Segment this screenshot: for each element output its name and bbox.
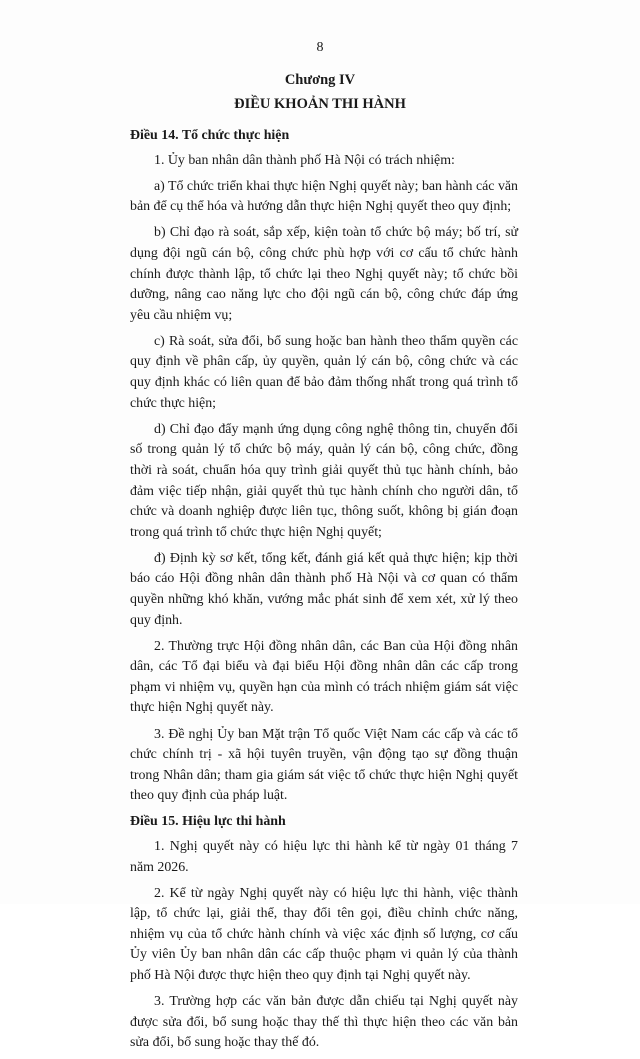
article-15-paragraph: 1. Nghị quyết này có hiệu lực thi hành kể từ ngày 01 tháng 7 năm 2026. [130, 839, 518, 875]
article-14-paragraph: đ) Định kỳ sơ kết, tổng kết, đánh giá kết quả thực hiện; kịp thời báo cáo Hội đồng nhân dân thành phố Hà Nội và cơ quan có thẩm quyền những khó khăn, vướng mắc phát sinh để xem xét, xử lý theo quy định. [130, 550, 518, 628]
article-14-paragraph: 2. Thường trực Hội đồng nhân dân, các Ban của Hội đồng nhân dân, các Tổ đại biểu và đại biểu Hội đồng nhân dân các cấp trong phạm vi nhiệm vụ, quyền hạn của mình có trách nhiệm giám sát việc thực hiện Nghị quyết này. [130, 638, 518, 716]
article-15-paragraph: 2. Kể từ ngày Nghị quyết này có hiệu lực thi hành, việc thành lập, tổ chức lại, giải thể, thay đổi tên gọi, điều chỉnh chức năng, nhiệm vụ của tổ chức hành chính và việc xác định số lượng, cơ cấu Ủy viên Ủy ban nhân dân các cấp thuộc phạm vi quản lý của thành phố Hà Nội được thực hiện theo quy định tại Nghị quyết này. [130, 885, 518, 984]
document-body [130, 126, 518, 1059]
article-14-paragraph: d) Chỉ đạo đẩy mạnh ứng dụng công nghệ thông tin, chuyển đổi số trong quản lý tổ chức bộ máy, quản lý cán bộ, công chức, đồng thời rà soát, chuẩn hóa quy trình giải quyết thủ tục hành chính, bảo đảm việc tiếp nhận, giải quyết thủ tục hành chính cho người dân, tổ chức và doanh nghiệp được liên tục, thông suốt, không bị gián đoạn trong quá trình tổ chức thực hiện Nghị quyết; [130, 421, 518, 540]
article-14-paragraph: a) Tổ chức triển khai thực hiện Nghị quyết này; ban hành các văn bản để cụ thể hóa và hướng dẫn thực hiện Nghị quyết theo quy định; [130, 178, 518, 215]
article-14-paragraph: 1. Ủy ban nhân dân thành phố Hà Nội có trách nhiệm: [154, 152, 455, 168]
article-14-paragraph: 3. Đề nghị Ủy ban Mặt trận Tổ quốc Việt Nam các cấp và các tổ chức chính trị - xã hội tuyên truyền, vận động tạo sự đồng thuận trong Nhân dân; tham gia giám sát việc tổ chức thực hiện Nghị quyết theo quy định của pháp luật. [130, 726, 518, 804]
chapter-label: Chương IV [284, 72, 356, 88]
chapter-title: ĐIỀU KHOẢN THI HÀNH [234, 96, 406, 112]
article-15-heading: Điều 15. Hiệu lực thi hành [130, 814, 286, 830]
article-15-paragraph: 3. Trường hợp các văn bản được dẫn chiếu tại Nghị quyết này được sửa đổi, bổ sung hoặc thay thế thì thực hiện theo các văn bản sửa đổi, bổ sung hoặc thay thế đó. [130, 994, 518, 1051]
page-number: 8 [316, 40, 324, 55]
article-14-paragraph: c) Rà soát, sửa đổi, bổ sung hoặc ban hành theo thẩm quyền các quy định về phân cấp, ủy quyền, quản lý cán bộ, công chức và các quy định khác có liên quan để bảo đảm thống nhất trong quá trình tổ chức thực hiện; [130, 333, 518, 411]
article-14-paragraph: b) Chỉ đạo rà soát, sắp xếp, kiện toàn tổ chức bộ máy; bố trí, sử dụng đội ngũ cán bộ, công chức phù hợp với cơ cấu tổ chức hành chính được thành lập, tổ chức lại theo Nghị quyết này; tổ chức bồi dưỡng, nâng cao năng lực cho đội ngũ cán bộ, công chức đáp ứng yêu cầu nhiệm vụ; [130, 225, 518, 323]
article-14-heading: Điều 14. Tổ chức thực hiện [130, 128, 290, 143]
